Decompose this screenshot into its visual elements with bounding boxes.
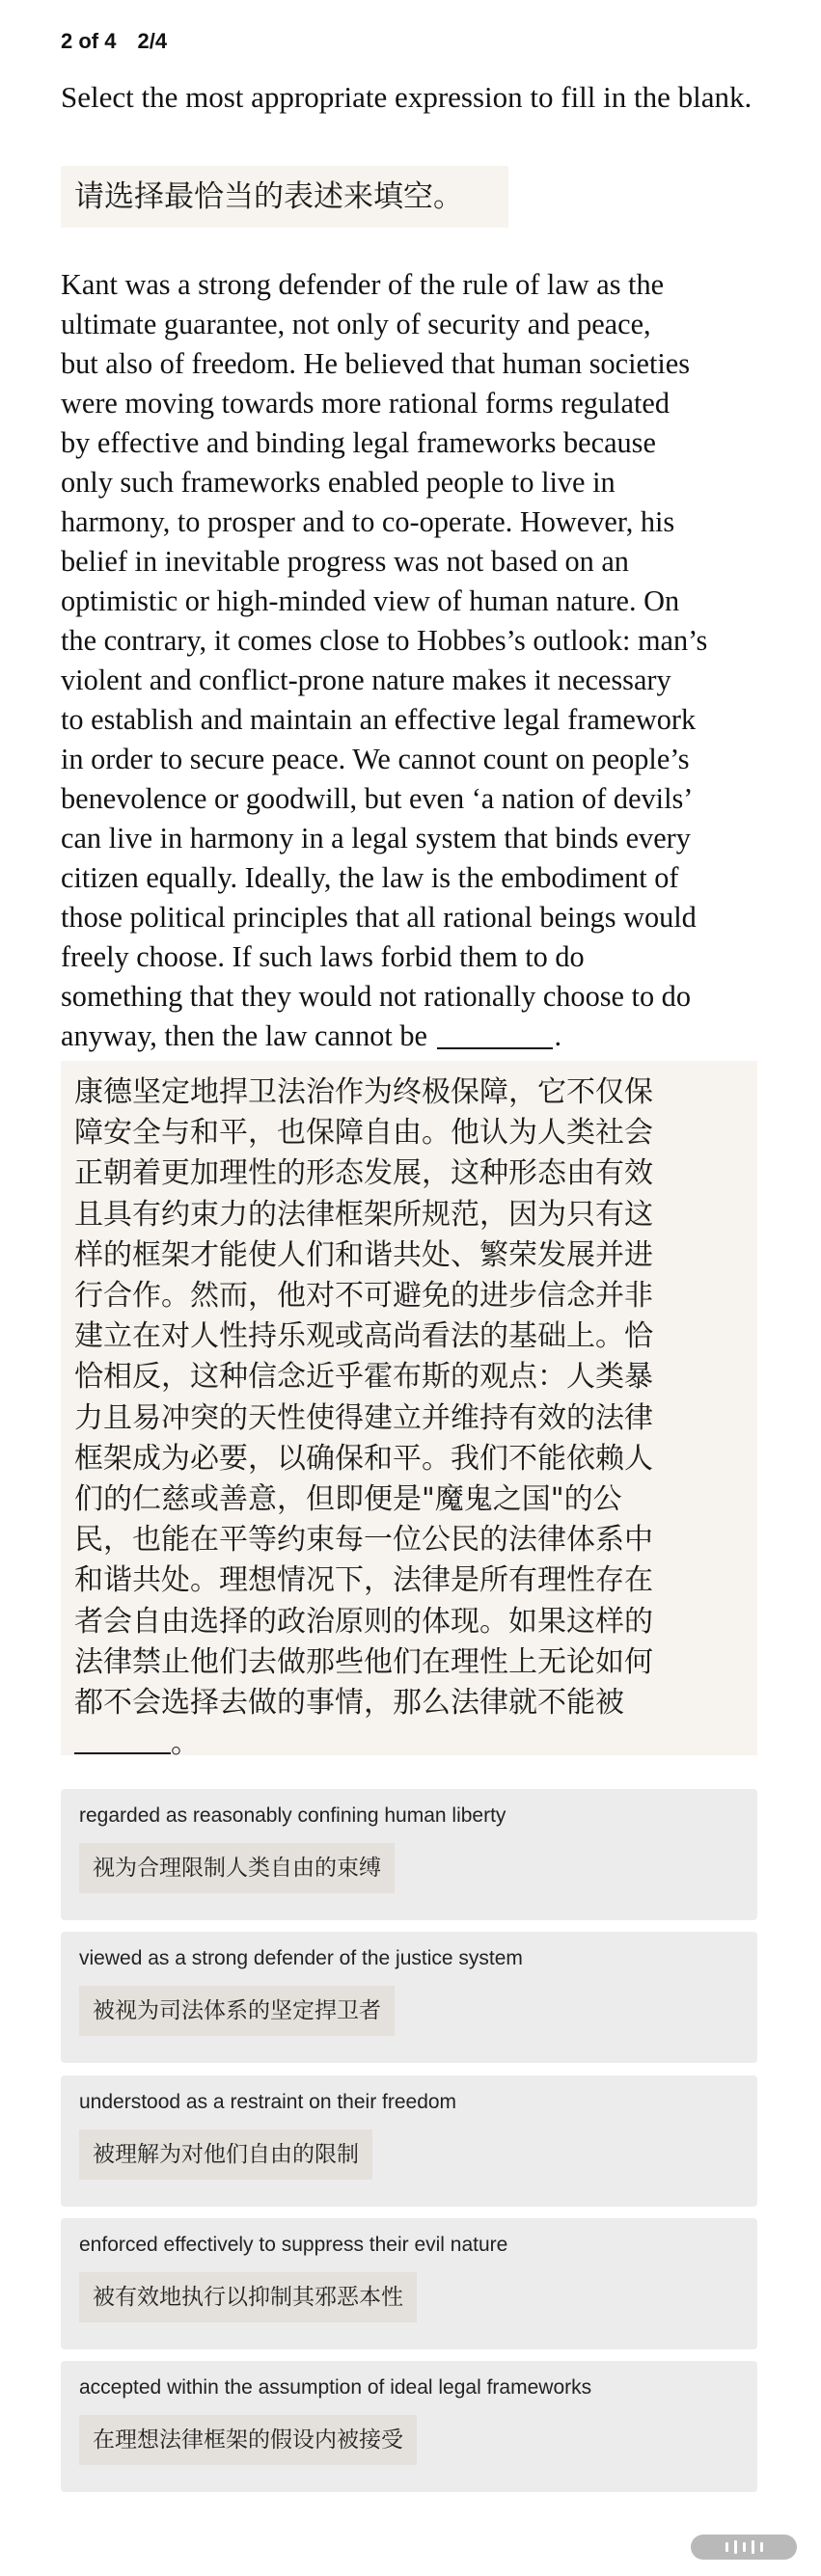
translation-line-last xyxy=(74,1723,744,1764)
translation-line: 者会自由选择的政治原则的体现。如果这样的 xyxy=(74,1604,653,1639)
progress-count: 2 of 4 xyxy=(61,29,117,53)
passage-line: benevolence or goodwill, but even ‘a nation of devils’ xyxy=(61,782,694,815)
watermark-bar xyxy=(760,2542,763,2552)
passage-line: by effective and binding legal frameworks because xyxy=(61,426,656,459)
option-translation: 被理解为对他们自由的限制 xyxy=(79,2129,372,2180)
passage-text xyxy=(61,265,775,1056)
translation-line: 框架成为必要，以确保和平。我们不能依赖人 xyxy=(74,1441,653,1476)
option-translation: 在理想法律框架的假设内被接受 xyxy=(79,2415,417,2465)
option-translation: 被视为司法体系的坚定捍卫者 xyxy=(79,1986,395,2036)
option-translation: 视为合理限制人类自由的束缚 xyxy=(79,1843,395,1893)
answer-option-c[interactable] xyxy=(61,2075,757,2207)
passage-line: ultimate guarantee, not only of security and peace, xyxy=(61,308,651,340)
translation-line: 正朝着更加理性的形态发展，这种形态由有效 xyxy=(74,1156,653,1191)
question-progress xyxy=(61,29,188,54)
passage-last-text: anyway, then the law cannot be xyxy=(61,1019,427,1052)
translation-line: 康德坚定地捍卫法治作为终极保障，它不仅保 xyxy=(74,1075,653,1109)
translation-line: 行合作。然而，他对不可避免的进步信念并非 xyxy=(74,1279,653,1314)
passage-last-end: . xyxy=(554,1019,562,1052)
answer-option-d[interactable] xyxy=(61,2218,757,2349)
fill-blank xyxy=(437,1022,553,1049)
translation-blank xyxy=(74,1725,171,1754)
translation-line: 建立在对人性持乐观或高尚看法的基础上。恰 xyxy=(74,1319,653,1354)
passage-line: something that they would not rationally choose to do xyxy=(61,980,691,1013)
passage-line: but also of freedom. He believed that human societies xyxy=(61,347,691,380)
passage-line: freely choose. If such laws forbid them to do xyxy=(61,940,585,973)
progress-fraction: 2/4 xyxy=(137,29,168,53)
passage-line: to establish and maintain an effective legal framework xyxy=(61,703,697,736)
translation-line: 和谐共处。理想情况下，法律是所有理性存在 xyxy=(74,1563,653,1598)
translation-line: 民，也能在平等约束每一位公民的法律体系中 xyxy=(74,1523,653,1558)
passage-line: optimistic or high-minded view of human nature. On xyxy=(61,584,680,617)
answer-option-a[interactable] xyxy=(61,1789,757,1920)
translation-line: 恰相反，这种信念近乎霍布斯的观点：人类暴 xyxy=(74,1360,653,1395)
watermark-bar xyxy=(743,2542,746,2552)
passage-line: belief in inevitable progress was not based on an xyxy=(61,545,629,578)
option-text: accepted within the assumption of ideal legal frameworks xyxy=(79,2376,592,2399)
translation-last-end: 。 xyxy=(171,1726,200,1761)
translation-line: 且具有约束力的法律框架所规范，因为只有这 xyxy=(74,1197,653,1232)
instruction-text: Select the most appropriate expression to fill in the blank. xyxy=(61,80,753,114)
translation-line: 们的仁慈或善意，但即便是"魔鬼之国"的公 xyxy=(74,1482,622,1517)
translation-line: 力且易冲突的天性使得建立并维持有效的法律 xyxy=(74,1400,653,1435)
passage-line: in order to secure peace. We cannot count on people’s xyxy=(61,743,690,775)
passage-line: only such frameworks enabled people to live in xyxy=(61,466,616,499)
passage-line: Kant was a strong defender of the rule of law as the xyxy=(61,268,665,301)
passage-line: those political principles that all rational beings would xyxy=(61,901,697,934)
passage-line: harmony, to prosper and to co-operate. However, his xyxy=(61,505,675,538)
translation-line: 都不会选择去做的事情，那么法律就不能被 xyxy=(74,1686,624,1721)
answer-option-b[interactable] xyxy=(61,1932,757,2063)
watermark-bar xyxy=(752,2540,754,2554)
instruction-translation: 请选择最恰当的表述来填空。 xyxy=(61,166,508,228)
option-text: understood as a restraint on their freedom xyxy=(79,2091,457,2113)
option-text: enforced effectively to suppress their evil nature xyxy=(79,2234,508,2256)
option-text: viewed as a strong defender of the justice system xyxy=(79,1947,523,1969)
passage-line: citizen equally. Ideally, the law is the embodiment of xyxy=(61,861,679,894)
answer-option-e[interactable] xyxy=(61,2361,757,2492)
watermark-bar xyxy=(734,2540,737,2554)
passage-line: the contrary, it comes close to Hobbes’s outlook: man’s xyxy=(61,624,708,657)
passage-line: were moving towards more rational forms regulated xyxy=(61,387,670,420)
translation-line: 样的框架才能使人们和谐共处、繁荣发展并进 xyxy=(74,1237,653,1272)
translation-line: 法律禁止他们去做那些他们在理性上无论如何 xyxy=(74,1644,653,1679)
passage-translation xyxy=(61,1061,757,1761)
option-text: regarded as reasonably confining human liberty xyxy=(79,1804,506,1827)
option-translation: 被有效地执行以抑制其邪恶本性 xyxy=(79,2272,417,2322)
passage-line: can live in harmony in a legal system that binds every xyxy=(61,822,691,854)
passage-line: violent and conflict-prone nature makes it necessary xyxy=(61,664,671,696)
translation-line: 障安全与和平，也保障自由。他认为人类社会 xyxy=(74,1116,653,1151)
watermark-logo xyxy=(691,2535,797,2560)
watermark-bar xyxy=(725,2542,728,2552)
passage-line-last xyxy=(61,1017,775,1056)
